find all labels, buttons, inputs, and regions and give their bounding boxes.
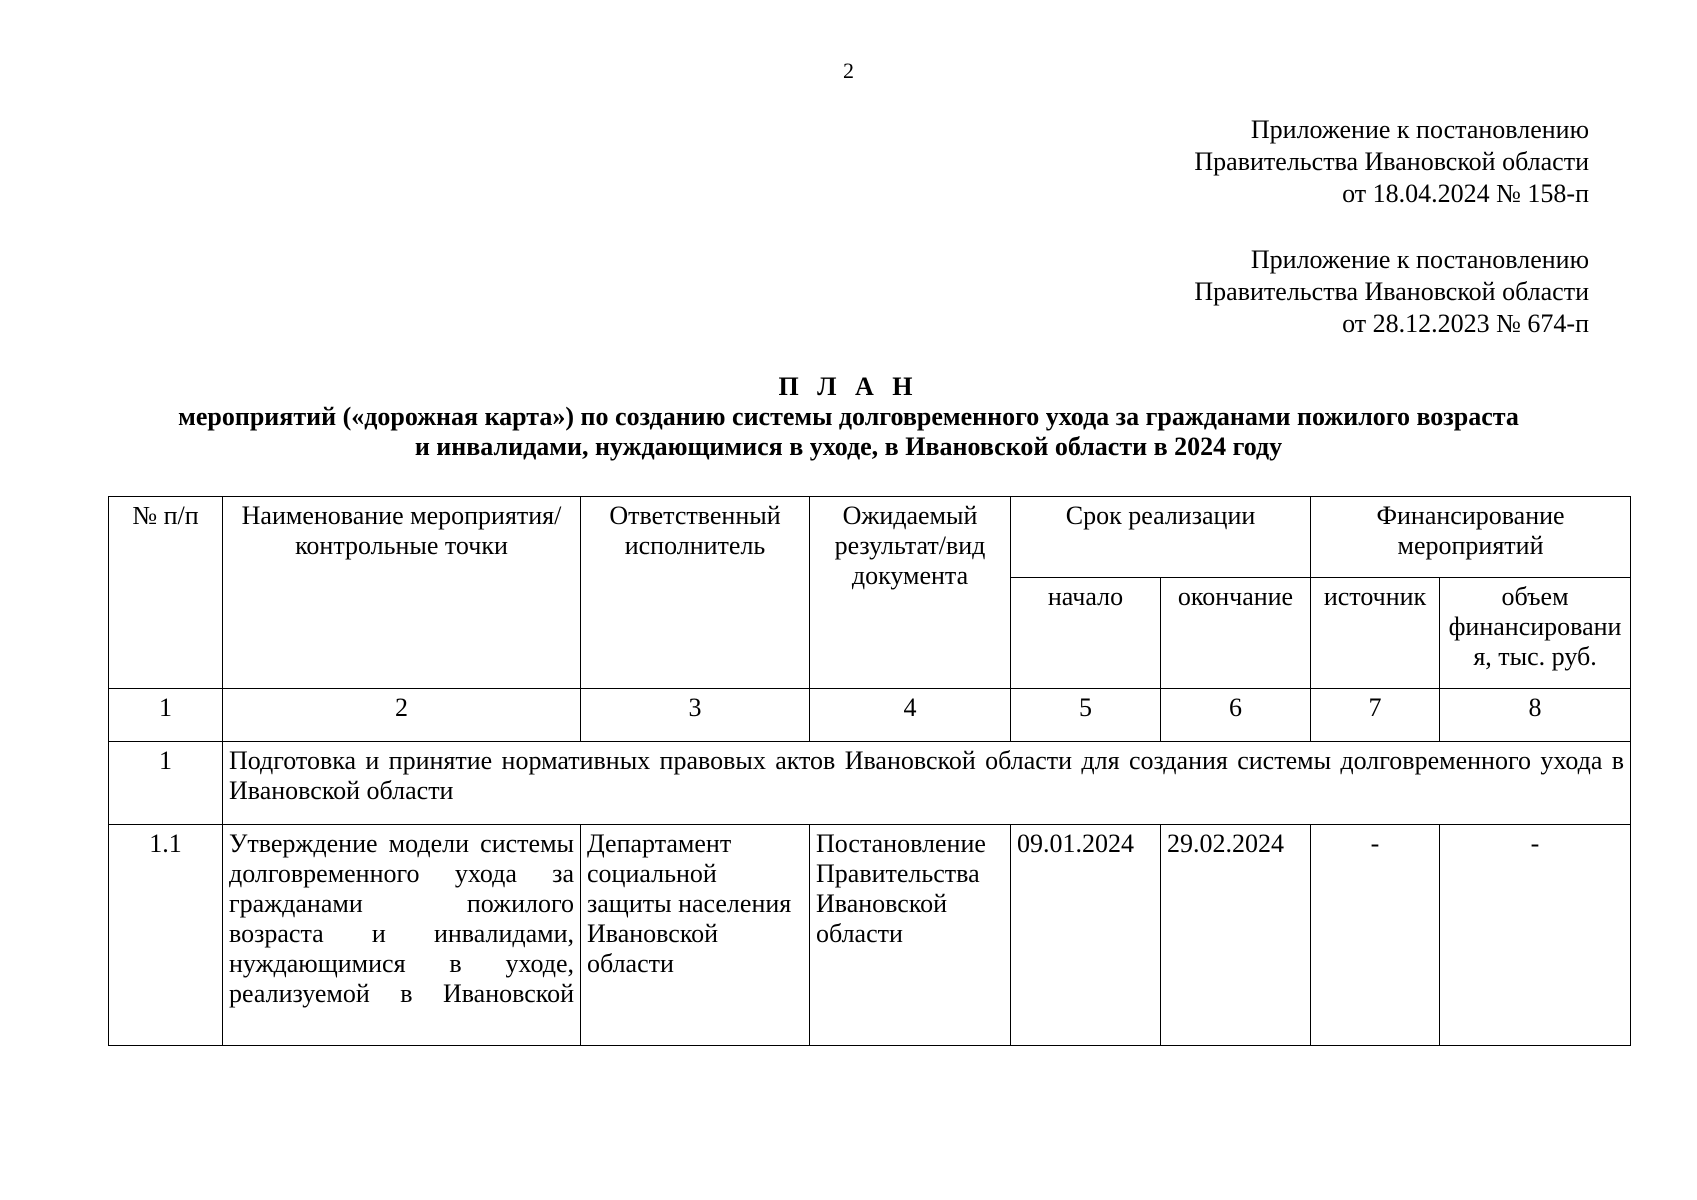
header-term-start: начало — [1011, 578, 1161, 689]
row-start-date: 09.01.2024 — [1011, 825, 1161, 1046]
page-number: 2 — [843, 58, 854, 83]
table-header-row — [109, 497, 1631, 578]
row-result: Постановление Правительства Ивановской области — [810, 825, 1011, 1046]
annex-line: от 28.12.2023 № 674-п — [1342, 309, 1589, 338]
column-number: 5 — [1011, 689, 1161, 742]
header-fin-volume: объем финансирования, тыс. руб. — [1440, 578, 1631, 689]
header-result: Ожидаемый результат/вид документа — [810, 497, 1011, 689]
annex-reference-original — [1194, 244, 1589, 340]
header-num: № п/п — [109, 497, 223, 689]
section-row — [109, 742, 1631, 825]
table-row — [109, 825, 1631, 1046]
plan-subtitle-line: мероприятий («дорожная карта») по созданию системы долговременного ухода за гражданами пожилого возраста — [178, 402, 1519, 431]
header-name: Наименование мероприятия/контрольные точки — [223, 497, 581, 689]
column-number: 1 — [109, 689, 223, 742]
column-number: 4 — [810, 689, 1011, 742]
row-fin-volume: - — [1440, 825, 1631, 1046]
plan-title — [0, 372, 1697, 462]
annex-line: Правительства Ивановской области — [1194, 277, 1589, 306]
row-end-date: 29.02.2024 — [1161, 825, 1311, 1046]
column-number-row — [109, 689, 1631, 742]
header-term: Срок реализации — [1011, 497, 1311, 578]
header-term-end: окончание — [1161, 578, 1311, 689]
column-number: 2 — [223, 689, 581, 742]
row-num: 1.1 — [109, 825, 223, 1046]
annex-line: от 18.04.2024 № 158-п — [1342, 179, 1589, 208]
header-executor: Ответственный исполнитель — [581, 497, 810, 689]
section-num: 1 — [109, 742, 223, 825]
row-executor: Департамент социальной защиты населения Ивановской области — [581, 825, 810, 1046]
annex-line: Приложение к постановлению — [1250, 245, 1589, 274]
plan-heading: П Л А Н — [778, 372, 919, 401]
section-text: Подготовка и принятие нормативных правовых актов Ивановской области для создания системы долговременного ухода в Ивановской области — [223, 742, 1631, 825]
plan-subtitle-line: и инвалидами, нуждающимися в уходе, в Ивановской области в 2024 году — [414, 432, 1283, 461]
annex-line: Приложение к постановлению — [1250, 115, 1589, 144]
header-fin-source: источник — [1311, 578, 1440, 689]
column-number: 3 — [581, 689, 810, 742]
column-number: 8 — [1440, 689, 1631, 742]
row-fin-source: - — [1311, 825, 1440, 1046]
column-number: 6 — [1161, 689, 1311, 742]
annex-line: Правительства Ивановской области — [1194, 147, 1589, 176]
header-financing: Финансирование мероприятий — [1311, 497, 1631, 578]
row-name: Утверждение модели системы долговременного ухода за гражданами пожилого возраста и инвалидами, нуждающимися в уходе, реализуемой в Ивановской — [223, 825, 581, 1046]
plan-table — [108, 496, 1631, 1046]
column-number: 7 — [1311, 689, 1440, 742]
annex-reference-current — [1194, 114, 1589, 210]
